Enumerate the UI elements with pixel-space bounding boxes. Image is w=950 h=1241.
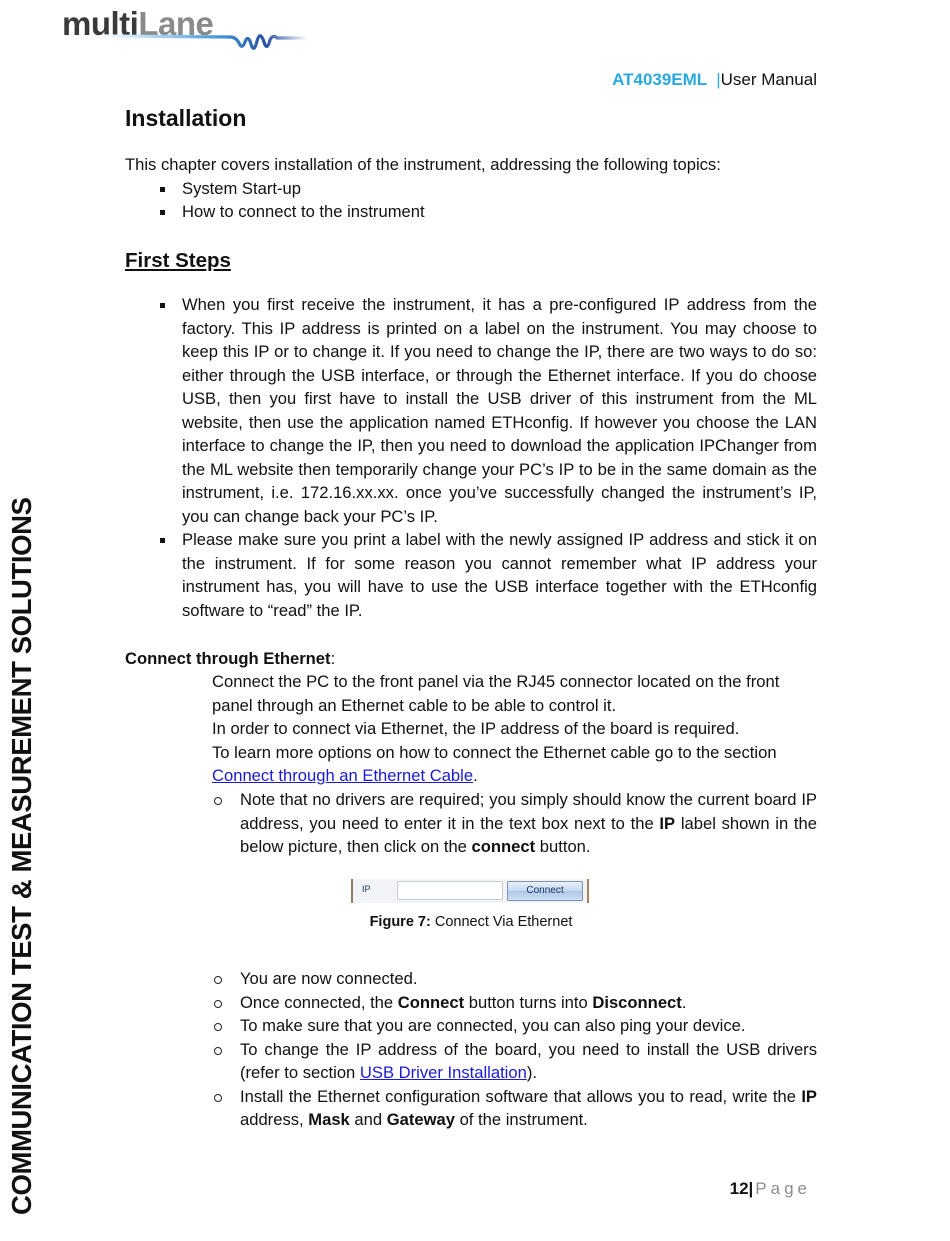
topics-list <box>125 177 817 224</box>
caption-text: Connect Via Ethernet <box>430 914 573 930</box>
list-item <box>212 1038 817 1085</box>
list-item <box>212 991 817 1015</box>
bold-ip: IP <box>801 1086 817 1106</box>
item-text: button turns into <box>464 992 593 1012</box>
bold-connect: Connect <box>397 992 465 1012</box>
section-title-installation: Installation <box>125 105 247 131</box>
footer-separator: | <box>748 1179 754 1198</box>
ethernet-para-1: Connect the PC to the front panel via the RJ45 connector located on the front panel through an Ethernet cable to be able to control it. <box>212 672 780 715</box>
ethernet-body <box>212 670 817 788</box>
note-text: Note that no drivers are required; you simply should know the current board IP address, you need to enter it in the text box next to the <box>240 790 817 833</box>
list-item: How to connect to the instrument <box>125 200 817 224</box>
note-bold-connect: connect <box>471 837 536 856</box>
item-text: Install the Ethernet configuration software that allows you to read, write the <box>240 1086 802 1106</box>
figure-connect-panel <box>351 879 589 903</box>
header-separator: | <box>716 70 721 89</box>
caption-label: Figure 7: <box>369 914 431 930</box>
list-item: System Start-up <box>125 177 817 201</box>
note-text: label shown in the below picture, then click on the <box>240 813 817 856</box>
figure-caption <box>351 912 591 932</box>
side-banner: COMMUNICATION TEST & MEASUREMENT SOLUTIONS <box>6 497 37 1215</box>
note-list <box>212 788 817 859</box>
document-header <box>612 69 817 91</box>
panel-border-left <box>351 879 353 903</box>
list-item <box>212 788 817 859</box>
first-steps-body <box>125 293 817 622</box>
item-text: of the instrument. <box>454 1110 588 1129</box>
ethernet-heading <box>125 647 817 671</box>
para-3-text: To learn more options on how to connect the Ethernet cable go to the section <box>212 742 777 762</box>
item-text: To change the IP address of the board, you need to install the USB drivers (refer to section <box>240 1039 817 1082</box>
ip-label: IP <box>362 884 371 894</box>
bold-disconnect: Disconnect <box>592 992 682 1012</box>
logo-text-lane: Lane <box>138 5 214 42</box>
list-item: You are now connected. <box>212 967 817 991</box>
item-text: address, <box>240 1110 309 1129</box>
signal-wave-icon <box>102 28 307 58</box>
after-figure-list <box>212 967 817 1132</box>
ethernet-heading-text: Connect through Ethernet <box>125 649 331 668</box>
panel-border-right <box>587 879 589 903</box>
logo-text-multi: multi <box>62 5 139 42</box>
installation-intro <box>125 153 817 224</box>
page-footer <box>730 1178 811 1200</box>
list-item: To make sure that you are connected, you can also ping your device. <box>212 1014 817 1038</box>
section-title-first-steps: First Steps <box>125 249 231 272</box>
item-text: Once connected, the <box>240 992 398 1012</box>
intro-text: This chapter covers installation of the instrument, addressing the following topics: <box>125 155 721 174</box>
page-number: 12 <box>729 1179 749 1198</box>
list-item: Please make sure you print a label with the newly assigned IP address and stick it on the instrument. If for some reason you cannot remember what IP address your instrument has, you will have to use the USB interface together with the ETHconfig software to “read” the IP. <box>125 528 817 622</box>
ethernet-para-3 <box>212 741 817 788</box>
page-word: Page <box>755 1179 811 1198</box>
list-item <box>212 1085 817 1132</box>
note-bold-ip: IP <box>659 813 676 833</box>
note-text: button. <box>535 837 591 856</box>
document-type: User Manual <box>720 70 817 89</box>
list-item: When you first receive the instrument, it has a pre-configured IP address from the factory. This IP address is printed on a label on the instrument. You may choose to keep this IP or to change it. If you need to change the IP, there are two ways to do so: either through the USB interface, or through the Ethernet interface. If you do choose USB, then you first have to install the USB driver of this instrument from the ML website, then use the application named ETHconfig. If however you choose the LAN interface to change the IP, then you need to download the application IPChanger from the ML website then temporarily change your PC’s IP to be in the same domain as the instrument, i.e. 172.16.xx.xx. once you’ve successfully changed the instrument’s IP, you can change back your PC’s IP. <box>125 293 817 528</box>
ip-input[interactable] <box>397 881 503 900</box>
ethernet-para-2: In order to connect via Ethernet, the IP address of the board is required. <box>212 719 740 738</box>
link-connect-ethernet-cable[interactable]: Connect through an Ethernet Cable <box>212 766 474 785</box>
after-figure-list-container <box>212 967 817 1132</box>
product-code: AT4039EML <box>612 70 708 89</box>
multilane-logo <box>62 6 312 56</box>
connect-button[interactable]: Connect <box>507 881 583 901</box>
link-usb-driver-installation[interactable]: USB Driver Installation <box>359 1063 527 1082</box>
heading-colon: : <box>330 649 336 668</box>
bold-mask: Mask <box>308 1110 350 1129</box>
item-text: and <box>349 1110 387 1129</box>
period: . <box>473 766 478 785</box>
first-steps-list <box>125 293 817 622</box>
item-text: ). <box>526 1063 537 1082</box>
bold-gateway: Gateway <box>386 1110 455 1129</box>
ethernet-note <box>212 788 817 859</box>
item-text: . <box>681 992 687 1012</box>
